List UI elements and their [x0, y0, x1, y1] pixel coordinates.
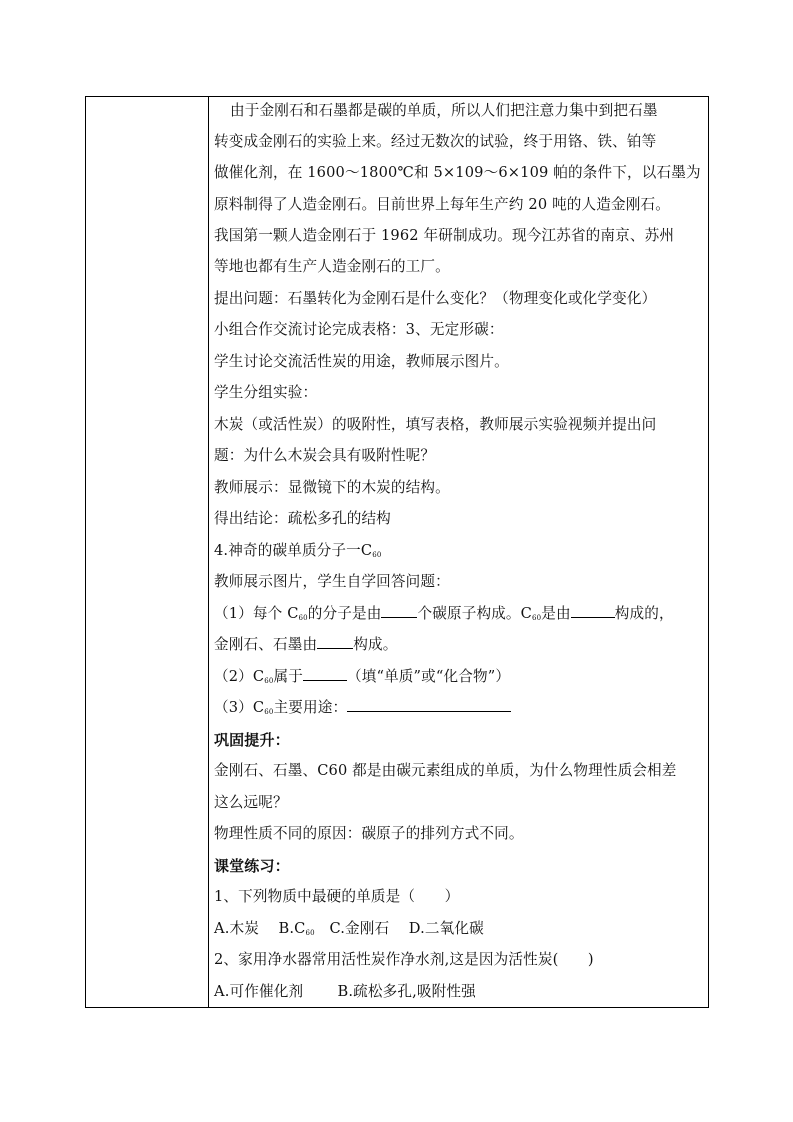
group-experiment-text: 学生分组实验： [214, 384, 318, 401]
exercise-question-1-options [214, 919, 484, 943]
q1-text: 是由 [541, 605, 571, 622]
answer-blank[interactable] [303, 668, 347, 681]
lesson-table [85, 96, 709, 1008]
subscript-60: 60 [298, 614, 308, 622]
q1-text: 构成的， [614, 605, 674, 622]
subscript-60: 60 [305, 929, 315, 937]
subscript-60: 60 [264, 708, 274, 716]
conclusion-text: 得出结论：疏松多孔的结构 [214, 510, 391, 527]
q1-text: （1）每个 C [214, 605, 299, 622]
consolidate-text: 金刚石、石墨、C60 都是由碳元素组成的单质，为什么物理性质会相差 [214, 762, 677, 779]
subscript-60: 60 [532, 614, 542, 622]
option-text: C.金刚石 D.二氧化碳 [314, 920, 484, 937]
consolidate-answer: 物理性质不同的原因：碳原子的排列方式不同。 [214, 825, 524, 842]
q3-text: 主要用途： [273, 699, 348, 716]
question-1-line [214, 604, 674, 628]
q1-text: 个碳原子构成。C [417, 605, 532, 622]
q1-text: 金刚石、石墨由 [214, 636, 318, 653]
q1-text: 的分子是由 [307, 605, 382, 622]
c60-heading-text: 4.神奇的碳单质分子一C [214, 542, 373, 559]
answer-blank[interactable] [571, 605, 615, 618]
question-text: 提出问题：石墨转化为金刚石是什么变化？（物理变化或化学变化） [214, 290, 657, 307]
paragraph-line: 原料制得了人造金刚石。目前世界上每年生产约 20 吨的人造金刚石。 [214, 196, 671, 213]
answer-blank[interactable] [317, 636, 353, 649]
question-3-line [214, 698, 511, 722]
consolidate-text: 这么远呢？ [214, 794, 288, 811]
activated-carbon-text: 学生讨论交流活性炭的用途，教师展示图片。 [214, 353, 509, 370]
paragraph-line: 等地也都有生产人造金刚石的工厂。 [214, 258, 450, 275]
group-discussion-text: 小组合作交流讨论完成表格：3、无定形碳： [214, 321, 504, 338]
paragraph-line: 转变成金刚石的实验上来。经过无数次的试验，终于用铬、铁、铂等 [214, 133, 657, 150]
c60-intro-text: 教师展示图片，学生自学回答问题： [214, 573, 450, 590]
q1-text: 构成。 [353, 636, 398, 653]
q2-text: （2）C [214, 668, 265, 685]
question-1-line-2 [214, 635, 397, 655]
exercise-question-2-options: A.可作催化剂 B.疏松多孔,吸附性强 [214, 983, 476, 1000]
paragraph-line: 我国第一颗人造金刚石于 1962 年研制成功。现今江苏省的南京、苏州 [214, 227, 675, 244]
c60-heading [214, 541, 381, 565]
adsorption-text: 题：为什么木炭会具有吸附性呢？ [214, 447, 436, 464]
q2-text: 属于 [273, 668, 303, 685]
adsorption-text: 木炭（或活性炭）的吸附性，填写表格，教师展示实验视频并提出问 [214, 416, 657, 433]
consolidate-heading: 巩固提升： [214, 731, 290, 749]
exercise-question-2: 2、家用净水器常用活性炭作净水剂,这是因为活性炭( ) [214, 951, 594, 968]
subscript-60: 60 [264, 677, 274, 685]
question-2-line [214, 667, 510, 691]
exercise-question-1: 1、下列物质中最硬的单质是（ ） [214, 888, 460, 905]
subscript-60: 60 [372, 551, 382, 559]
paragraph-line: 做催化剂，在 1600～1800℃和 5×109～6×109 帕的条件下，以石墨为 [214, 164, 701, 181]
q3-text: （3）C [214, 699, 265, 716]
column-divider [208, 97, 209, 1007]
option-text: A.木炭 B.C [214, 920, 306, 937]
paragraph-line: 由于金刚石和石墨都是碳的单质，所以人们把注意力集中到把石墨 [230, 102, 658, 119]
answer-blank[interactable] [381, 605, 417, 618]
exercise-heading: 课堂练习： [214, 857, 290, 875]
teacher-show-text: 教师展示：显微镜下的木炭的结构。 [214, 479, 450, 496]
q2-text: （填“单质”或“化合物”） [346, 668, 511, 685]
answer-blank[interactable] [347, 699, 511, 712]
